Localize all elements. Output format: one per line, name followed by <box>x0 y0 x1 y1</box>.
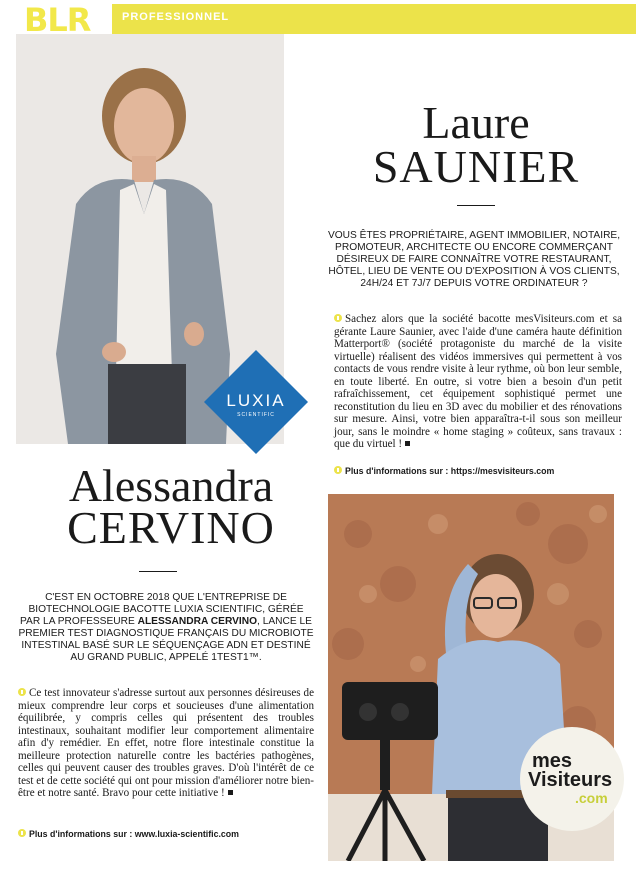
laure-first-name: Laure <box>422 97 530 148</box>
alessandra-intro-name: ALESSANDRA CERVINO <box>137 616 258 627</box>
alessandra-more-info <box>18 829 239 839</box>
alessandra-intro-part1: C'EST EN OCTOBRE 2018 QUE L'ENTREPRISE DE BIOTECHNOLOGIE BACOTTE LUXIA SCIENTIFIC, GÉRÉE PAR LA PROFESSEURE <box>20 592 304 627</box>
luxia-logo-sub: SCIENTIFIC <box>237 412 275 418</box>
bullet-icon <box>334 466 342 474</box>
laure-more-info <box>334 466 554 476</box>
laure-intro: VOUS ÊTES PROPRIÉTAIRE, AGENT IMMOBILIER, NOTAIRE, PROMOTEUR, ARCHITECTE OU ENCORE COMMERÇANT DÉSIREUX DE FAIRE CONNAÎTRE VOTRE RESTAURANT, HÔTEL, LIEU DE VENTE OU D'EXPOSITION À VOS CLIENTS, 24H/24 ET 7J/7 DEPUIS VOTRE ORDINATEUR ? <box>327 230 621 289</box>
end-mark-icon <box>228 790 233 795</box>
bullet-icon <box>18 829 26 837</box>
mesvisiteurs-logo-line2: Visiteurs <box>528 769 613 791</box>
laure-title-rule <box>457 205 495 206</box>
alessandra-first-name: Alessandra <box>68 460 274 511</box>
alessandra-body-text: Ce test innovateur s'adresse surtout aux personnes désireuses de mieux comprendre leur corps et soucieuses d'une alimentation équilibrée, y compris celles qui présentent des troubles intestinaux, souhaitant modifier leur comportement alimentaire afin d'y remédier. En effet, notre flore intestinale constitue la meilleure protection naturelle contre les bactéries pathogènes, celles qui peuvent causer des troubles graves. D'où l'intérêt de ce test et de cette société qui ont pour mission d'améliorer notre bien-être et notre santé. Bravo pour cette initiative ! <box>18 687 314 799</box>
brand-logo: BLR <box>24 1 91 39</box>
luxia-logo-name: LUXIA <box>226 391 286 410</box>
luxia-scientific-logo <box>202 348 310 456</box>
mesvisiteurs-logo-line3: .com <box>575 790 608 806</box>
end-mark-icon <box>405 441 410 446</box>
alessandra-article-body <box>18 687 314 800</box>
laure-more-link[interactable]: Plus d'informations sur : https://mesvisiteurs.com <box>345 466 555 476</box>
alessandra-more-link[interactable]: Plus d'informations sur : www.luxia-scientific.com <box>29 829 239 839</box>
laure-article-body <box>334 313 622 451</box>
bullet-icon <box>334 314 342 322</box>
alessandra-intro <box>18 592 314 664</box>
section-label: PROFESSIONNEL <box>122 11 230 23</box>
bullet-icon <box>18 688 26 696</box>
header-yellow-bar <box>20 4 636 34</box>
mesvisiteurs-logo-line1: mes <box>532 750 573 772</box>
alessandra-intro-part2: , LANCE LE PREMIER TEST DIAGNOSTIQUE FRANÇAIS DU MICROBIOTE INTESTINAL BASÉ SUR LE SÉQUENÇAGE ADN ET DESTINÉ AU GRAND PUBLIC, APPELÉ 1TEST1™. <box>18 616 314 663</box>
alessandra-title-rule <box>139 571 177 572</box>
alessandra-last-name: CERVINO <box>67 502 275 553</box>
laure-last-name: SAUNIER <box>372 141 580 192</box>
laure-body-text: Sachez alors que la société bacotte mesVisiteurs.com et sa gérante Laure Saunier, avec l'aide d'une caméra haute définition Matterport® (société protagoniste du marché de la visite virtuelle) réalisent des vidéos immersives qui permettent à vos contacts de vous rendre visite à leur rythme, où bon leur semble, en toute liberté. En outre, si votre bien a besoin d'un petit rafraîchissement, cet équipement sophistiqué permet une reconstitution du lieu en 3D avec du mobilier et des rénovations sur mesure. Ainsi, votre bien apparaîtra-t-il sous son meilleur jour, sans le moindre « home staging » coûteux, sans travaux : que du virtuel ! <box>334 313 622 450</box>
